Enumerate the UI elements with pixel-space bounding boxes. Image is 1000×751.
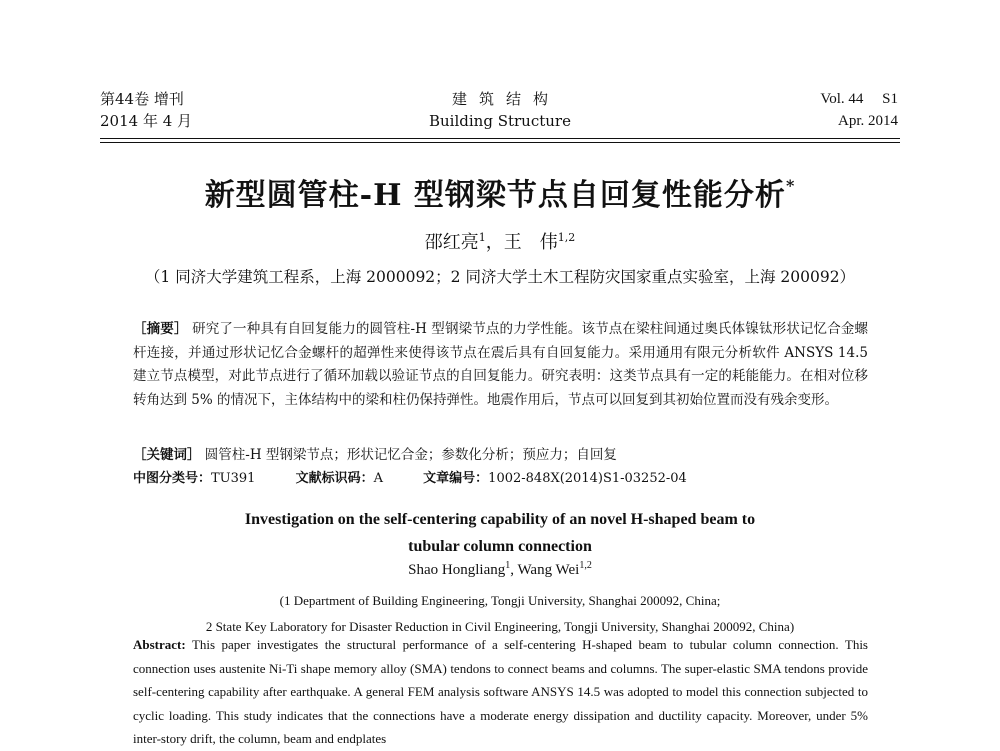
author-name-en: Shao Hongliang [408, 562, 506, 578]
clc-value: TU391 [211, 471, 256, 486]
abstract-cn [133, 318, 868, 412]
document-code [296, 471, 383, 486]
author-separator: , [510, 562, 518, 578]
header-date-cn: 2014 年 4 月 [100, 112, 193, 130]
clc-label: 中图分类号： [133, 471, 212, 486]
paper-title-cn [0, 170, 1000, 214]
header-vol-en: Vol. 44 S1 [820, 91, 898, 107]
keywords-cn-text: 圆管柱-H 型钢梁节点；形状记忆合金；参数化分析；预应力；自回复 [204, 447, 617, 463]
abstract-en-text: This paper investigates the structural performance of a self-centering H-shaped beam to tubular column connection. This connection uses austenite Ni-Ti shape memory alloy (SMA) tendons to connect beams and columns. The super-elastic SMA tendons provide self-centering capability after earthquake. A general FEM analysis software ANSYS 14.5 was adopted to model this connection subjected to cyclic loading. This study indicates that the connections have a moderate energy dissipation and ductility capacity. Moreover, under 5% inter-story drift, the column, beam and endplates [133, 637, 868, 746]
authors-en [0, 560, 1000, 579]
author-name-en: Wang Wei [517, 562, 580, 578]
abstract-cn-text: 研究了一种具有自回复能力的圆管柱-H 型钢梁节点的力学性能。该节点在梁柱间通过奥氏体镍钛形状记忆合金螺杆连接，并通过形状记忆合金螺杆的超弹性来使得该节点在震后具有自回复能力。采用通用有限元分析软件 ANSYS 14.5 建立节点模型，对此节点进行了循环加载以验证节点的自回复能力。研究表明：这类节点具有一定的耗能能力。在相对位移转角达到 5% 的情况下，主体结构中的梁和柱仍保持弹性。地震作用后，节点可以回复到其初始位置而没有残余变形。 [133, 321, 869, 408]
title-text: 新型圆管柱-H 型钢梁节点自回复性能分析 [204, 178, 786, 213]
abstract-cn-label: ［摘要］ [133, 321, 188, 337]
header-date-en: Apr. 2014 [838, 113, 898, 129]
keywords-cn [133, 443, 868, 463]
author-name: 邵红亮 [424, 232, 479, 253]
author-separator: ， [485, 232, 504, 253]
doc-code-value: A [373, 471, 384, 486]
header-volume-en [820, 88, 898, 132]
author-affil-sup: 1,2 [557, 231, 576, 244]
clc-number [133, 471, 255, 486]
header-volume: 第44卷 增刊 [100, 90, 184, 108]
affiliation-en-line: (1 Department of Building Engineering, Tongji University, Shanghai 200092, China; [279, 593, 721, 608]
title-en-line: Investigation on the self-centering capability of an novel H-shaped beam to [244, 511, 756, 528]
authors-cn [0, 228, 1000, 254]
paper-title-en [0, 506, 1000, 560]
affiliation-en-line: 2 State Key Laboratory for Disaster Reduction in Civil Engineering, Tongji University, Shanghai 200092, China) [205, 619, 795, 634]
article-number [423, 471, 687, 486]
header-rule-bottom [100, 142, 900, 143]
title-en-line: tubular column connection [408, 538, 592, 555]
author-affil-sup: 1 [478, 231, 486, 244]
title-footnote-mark: * [785, 176, 796, 195]
doc-code-label: 文献标识码： [295, 471, 374, 486]
header-journal-name [385, 88, 615, 132]
author-name: 王 伟 [503, 232, 558, 253]
journal-name-cn: 建筑结构 [451, 90, 560, 108]
keywords-cn-label: ［关键词］ [133, 447, 201, 463]
affiliation-cn: （1 同济大学建筑工程系，上海 2000092；2 同济大学土木工程防灾国家重点实验室，上海 200092） [144, 268, 856, 286]
author-affil-sup: 1 [505, 560, 511, 571]
header-rule-top [100, 138, 900, 139]
abstract-en [133, 633, 868, 751]
author-affil-sup: 1,2 [579, 560, 592, 571]
journal-name-en: Building Structure [429, 112, 571, 130]
header-volume-info [100, 88, 192, 132]
classification-line [133, 467, 868, 486]
article-no-label: 文章编号： [423, 471, 489, 486]
article-no-value: 1002-848X(2014)S1-03252-04 [488, 471, 687, 486]
abstract-en-label: Abstract: [133, 637, 186, 652]
